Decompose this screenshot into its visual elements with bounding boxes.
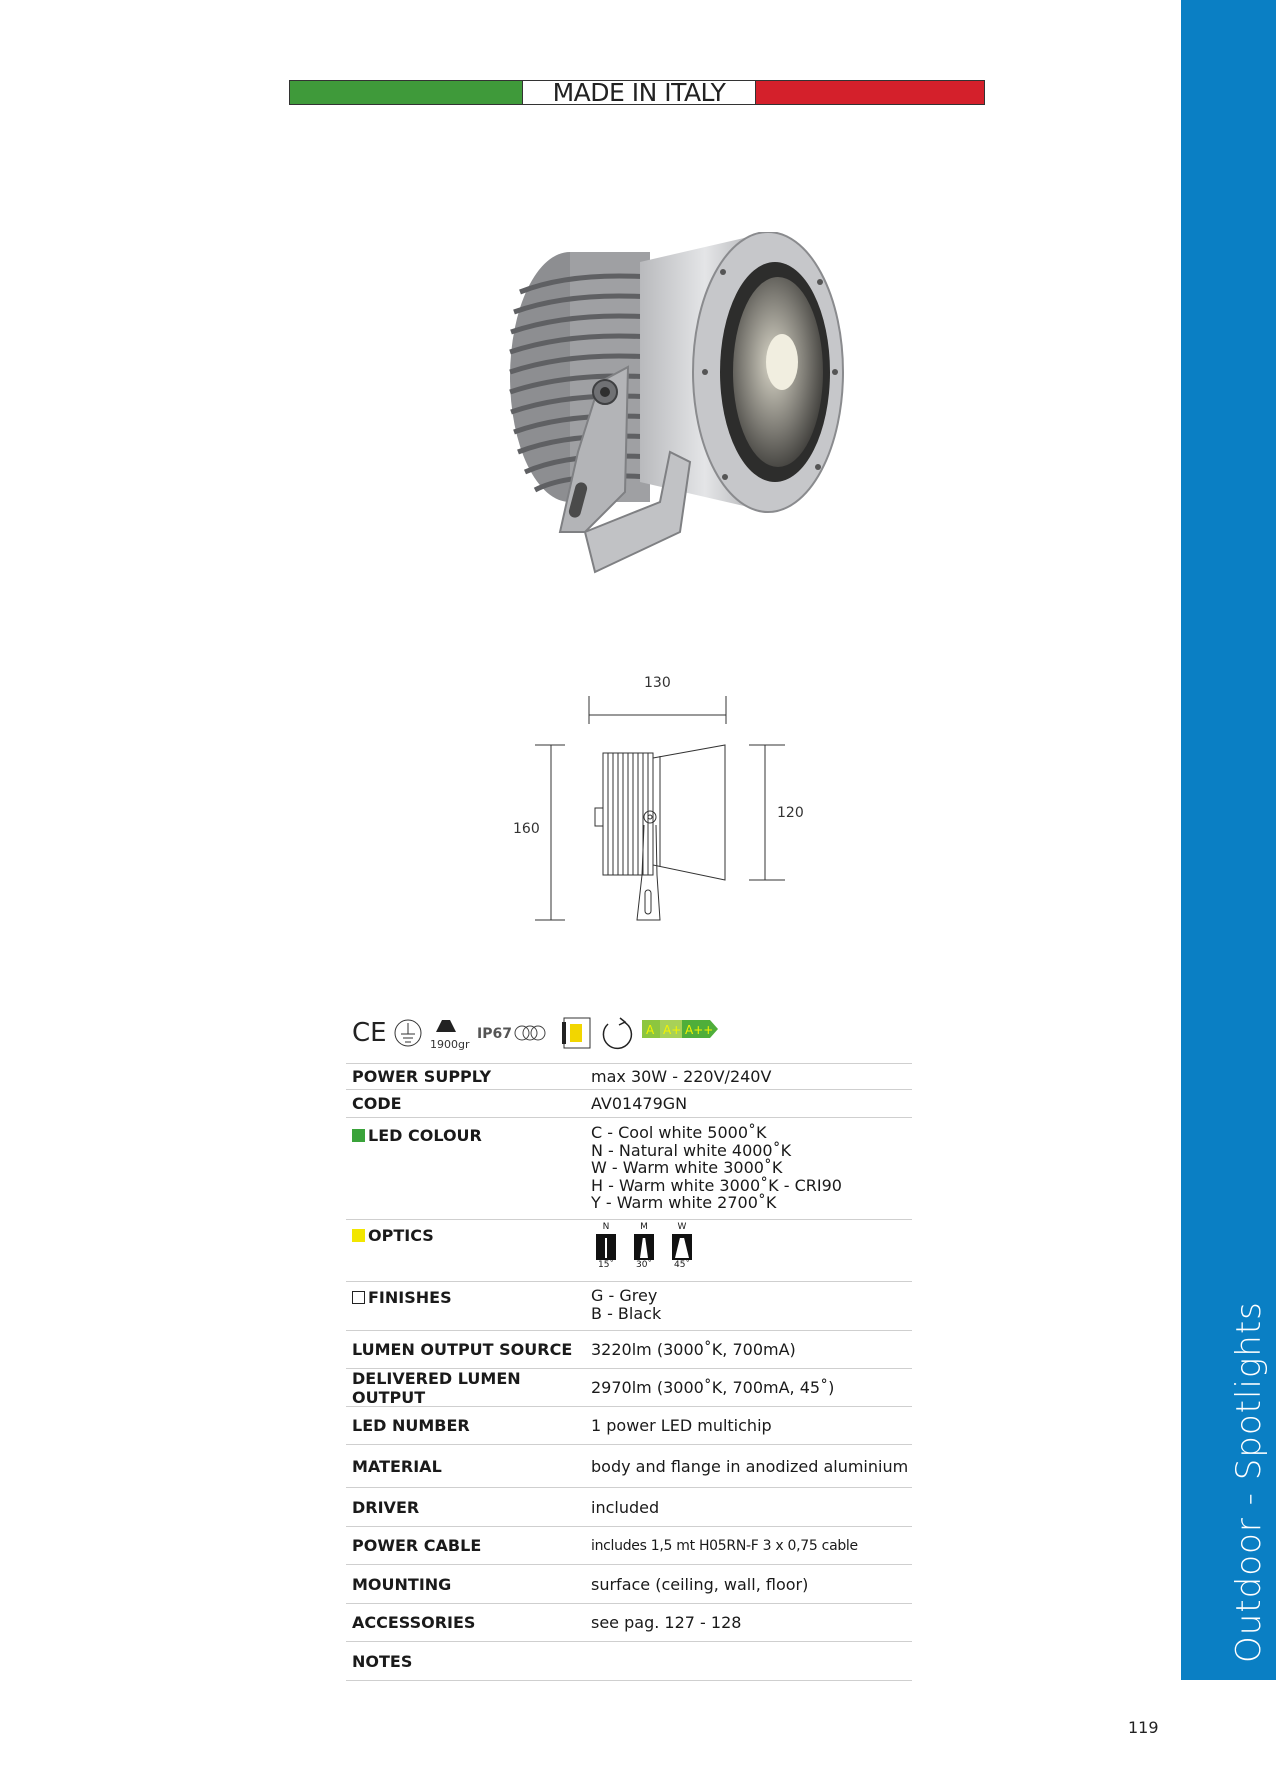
spec-value: max 30W - 220V/240V <box>591 1067 772 1086</box>
spec-row-driver <box>346 1488 912 1527</box>
dimmable-icon <box>562 1018 590 1048</box>
spec-label: OPTICS <box>368 1226 434 1245</box>
spec-row-lumen-source <box>346 1331 912 1369</box>
spec-label: DELIVERED LUMEN OUTPUT <box>352 1368 521 1407</box>
spec-table <box>346 1063 912 1681</box>
beam-code: W <box>677 1222 687 1232</box>
spec-label: POWER SUPPLY <box>352 1067 492 1086</box>
certification-icons <box>350 1010 730 1055</box>
spec-row-optics <box>346 1220 912 1282</box>
energy-class-a-plus-plus: A++ <box>685 1023 714 1037</box>
beam-narrow-icon <box>596 1234 616 1260</box>
finishes-options <box>591 1282 912 1330</box>
dimension-flange-label: 120 <box>777 805 804 821</box>
spec-row-led-colour <box>346 1118 912 1220</box>
rotation-icon <box>603 1018 631 1048</box>
spec-row-led-number <box>346 1407 912 1445</box>
spec-row-power-supply <box>346 1063 912 1090</box>
spec-value: includes 1,5 mt H05RN-F 3 x 0,75 cable <box>591 1537 858 1554</box>
ip67-icon <box>477 1026 512 1042</box>
dimension-width-label: 130 <box>644 675 671 691</box>
weight-value: 1900gr <box>430 1038 470 1051</box>
spec-label-with-swatch <box>346 1118 591 1219</box>
led-colour-option: W - Warm white 3000˚K <box>591 1158 783 1177</box>
spec-label: MOUNTING <box>352 1574 452 1594</box>
spec-row-power-cable <box>346 1527 912 1565</box>
beam-wide <box>667 1222 697 1270</box>
beam-angle: 30˚ <box>636 1260 652 1270</box>
page-number: 119 <box>1128 1718 1159 1737</box>
beam-angle: 45˚ <box>674 1260 690 1270</box>
spec-value: surface (ceiling, wall, floor) <box>591 1574 809 1594</box>
spec-value: 3220lm (3000˚K, 700mA) <box>591 1340 796 1359</box>
finishes-swatch <box>352 1291 365 1304</box>
made-in-italy-banner <box>289 80 985 105</box>
flag-green-band <box>290 81 522 104</box>
spec-label: LED NUMBER <box>352 1416 470 1435</box>
spec-row-material <box>346 1445 912 1488</box>
class-1-earth-icon <box>395 1020 421 1046</box>
spec-row-notes <box>346 1642 912 1681</box>
spec-row-mounting <box>346 1565 912 1604</box>
banner-text: MADE IN ITALY <box>522 81 756 104</box>
energy-class-icon <box>642 1020 718 1038</box>
finish-option: B - Black <box>591 1303 662 1323</box>
spec-row-delivered-lumen <box>346 1369 912 1407</box>
svg-text:IP67: IP67 <box>477 1026 512 1042</box>
spec-label: LUMEN OUTPUT SOURCE <box>352 1340 573 1359</box>
spec-label: FINISHES <box>368 1288 452 1307</box>
spec-value <box>591 1642 912 1680</box>
spec-value: body and flange in anodized aluminium <box>591 1456 909 1476</box>
section-side-tab <box>1181 0 1276 1680</box>
spec-value: see pag. 127 - 128 <box>591 1613 742 1632</box>
spec-label: LED COLOUR <box>368 1126 482 1145</box>
spec-row-finishes <box>346 1282 912 1331</box>
spec-value: included <box>591 1497 660 1517</box>
optics-beams <box>591 1220 912 1281</box>
spec-value: 2970lm (3000˚K, 700mA, 45˚) <box>591 1378 835 1397</box>
dimension-height-label: 160 <box>513 821 540 837</box>
beam-medium-icon <box>634 1234 654 1260</box>
spec-label: DRIVER <box>352 1497 420 1517</box>
led-colour-option: H - Warm white 3000˚K - CRI90 <box>591 1175 842 1195</box>
spec-label: POWER CABLE <box>352 1536 482 1555</box>
driver-icon <box>515 1026 545 1040</box>
beam-narrow <box>591 1222 621 1270</box>
spec-row-code <box>346 1090 912 1118</box>
led-colour-swatch <box>352 1129 365 1142</box>
ce-mark-icon <box>352 1018 387 1048</box>
energy-class-a: A <box>646 1023 655 1037</box>
optics-swatch <box>352 1229 365 1242</box>
beam-code: M <box>640 1222 648 1232</box>
flag-red-band <box>756 81 984 104</box>
product-photo <box>500 232 870 632</box>
led-colour-option: N - Natural white 4000˚K <box>591 1140 792 1160</box>
led-colour-option: C - Cool white 5000˚K <box>591 1123 767 1142</box>
finish-option: G - Grey <box>591 1286 658 1305</box>
spec-label: NOTES <box>352 1651 413 1671</box>
svg-text:CE: CE <box>352 1018 387 1048</box>
energy-class-a-plus: A+ <box>663 1023 682 1037</box>
beam-medium <box>629 1222 659 1270</box>
beam-wide-icon <box>672 1234 692 1260</box>
weight-icon <box>430 1020 470 1051</box>
beam-code: N <box>602 1222 610 1232</box>
section-label: Outdoor - Spotlights <box>1229 1301 1269 1663</box>
beam-angle: 15˚ <box>598 1260 614 1270</box>
spec-label: MATERIAL <box>352 1456 442 1476</box>
spec-value: AV01479GN <box>591 1094 688 1113</box>
spec-value: 1 power LED multichip <box>591 1416 772 1435</box>
spec-label-with-swatch <box>346 1220 591 1281</box>
spec-label: ACCESSORIES <box>352 1613 476 1632</box>
spec-label: CODE <box>352 1094 402 1113</box>
led-colour-options <box>591 1118 912 1219</box>
technical-drawing <box>505 675 805 930</box>
spec-label-with-swatch <box>346 1282 591 1330</box>
spec-row-accessories <box>346 1604 912 1642</box>
led-colour-option: Y - Warm white 2700˚K <box>591 1193 777 1212</box>
